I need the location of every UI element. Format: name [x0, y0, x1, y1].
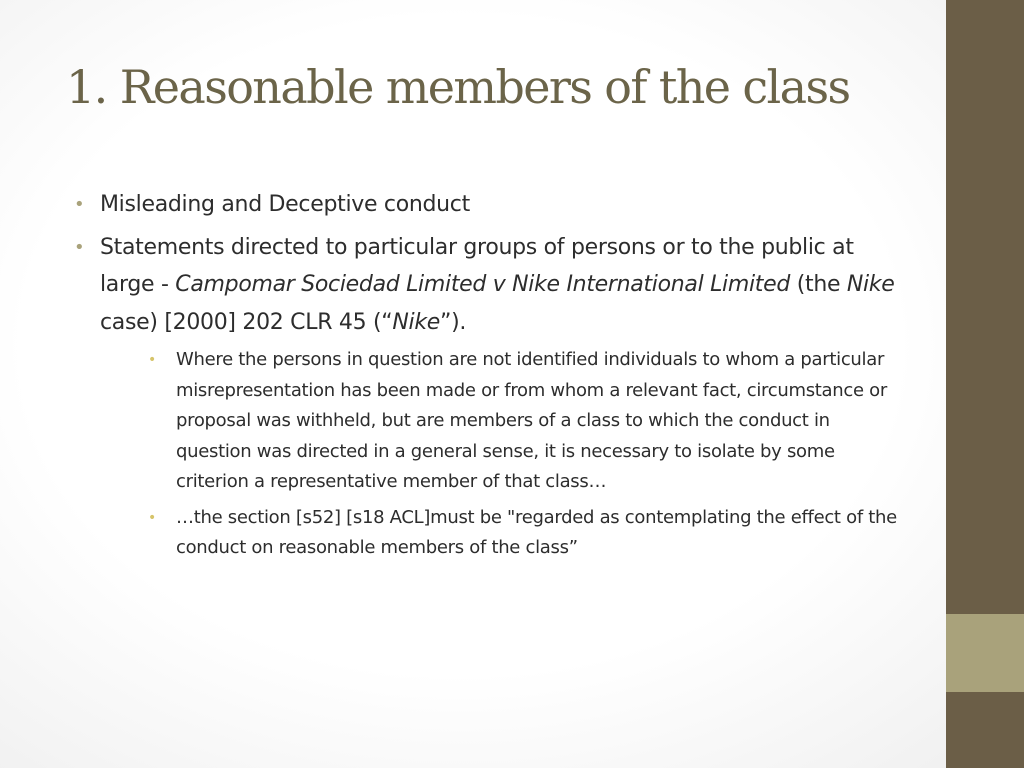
bullet-text-end: ”).: [440, 309, 467, 335]
sub-bullet-list: [146, 345, 902, 564]
sub-bullet-icon: •: [148, 352, 156, 368]
case-name: Campomar Sociedad Limited v Nike International Limited: [175, 272, 791, 297]
sub-bullet-icon: •: [148, 509, 156, 526]
bullet-text-prefix: Statements directed to particular groups of persons or to the public at large -: [100, 234, 854, 297]
slide-content: [72, 186, 902, 569]
sub-bullet-item-2: [146, 503, 902, 564]
sub-bullet-item-1: [146, 345, 902, 498]
case-short-name-quoted: Nike: [392, 309, 441, 335]
bullet-icon: •: [74, 236, 85, 258]
slide-title: 1. Reasonable members of the class: [66, 60, 850, 114]
sub-bullet-text: …the section [s52] [s18 ACL]must be "regarded as contemplating the effect of the conduct on reasonable members of the class”: [176, 506, 897, 558]
case-citation: case) [2000] 202 CLR 45 (“: [100, 309, 393, 335]
sub-bullet-text: Where the persons in question are not identified individuals to whom a particular misrepresentation has been made or from whom a relevant fact, circumstance or proposal was withheld, but are members of a class to which the conduct in question was directed in a general sense, it is necessary to isolate by some criterion a representative member of that class…: [176, 349, 887, 492]
bullet-item-1: [72, 186, 902, 224]
bullet-text-the: (the: [790, 272, 847, 297]
bullet-text: Misleading and Deceptive conduct: [100, 192, 470, 217]
bullet-list: [72, 186, 902, 564]
decorative-sidebar: [946, 0, 1024, 768]
bullet-item-2: [72, 229, 902, 564]
sidebar-accent-block: [946, 614, 1024, 692]
case-short-name: Nike: [846, 272, 895, 297]
bullet-icon: •: [74, 194, 85, 215]
